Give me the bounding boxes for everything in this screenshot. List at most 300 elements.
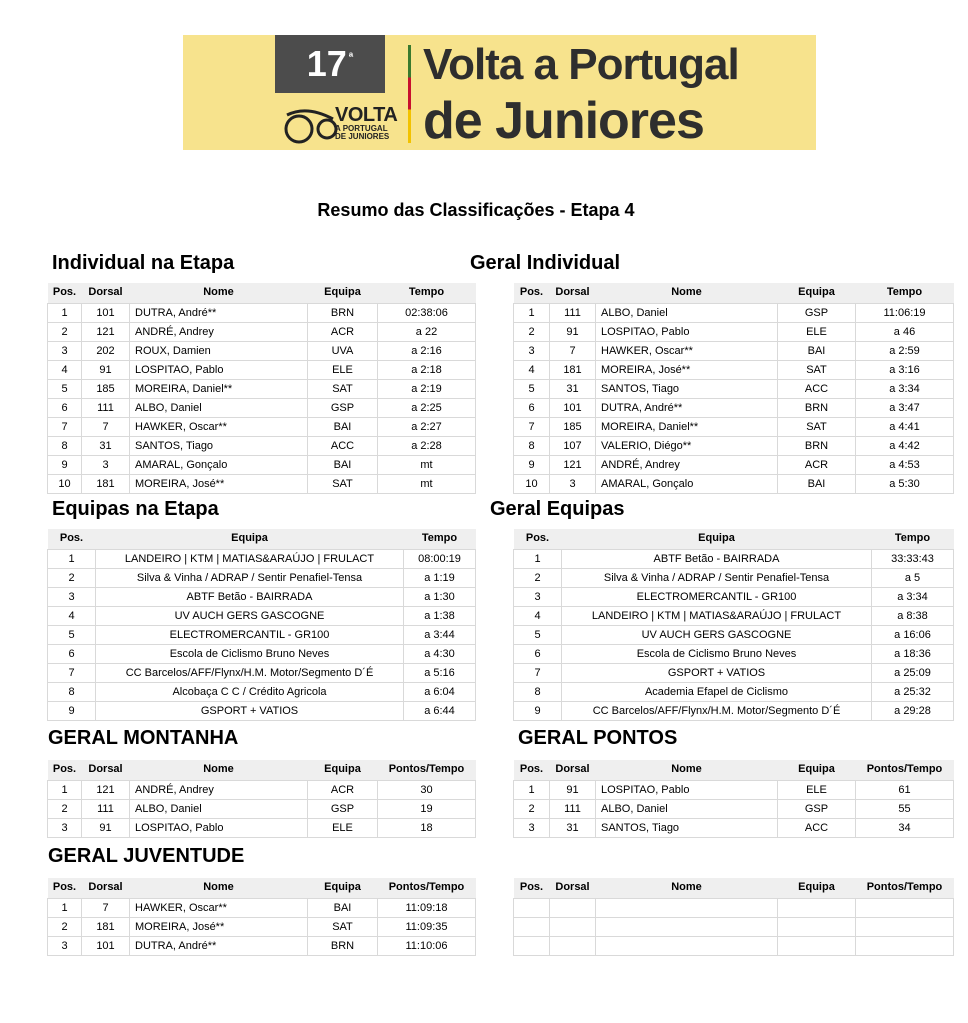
tempo-cell: a 5 [872, 569, 954, 588]
tempo-cell: a 1:30 [404, 588, 476, 607]
dorsal-cell: 91 [82, 361, 130, 380]
table-header-row [514, 283, 954, 300]
pos-cell: 10 [48, 475, 82, 494]
equipa-cell: BAI [308, 456, 378, 475]
nome-cell: SANTOS, Tiago [596, 380, 778, 399]
pos-cell: 3 [48, 342, 82, 361]
dorsal-cell: 181 [82, 918, 130, 937]
column-header-tempo: Tempo [378, 283, 476, 300]
nome-cell: ALBO, Daniel [596, 304, 778, 323]
pos-cell: 2 [514, 800, 550, 819]
tempo-cell: a 18:36 [872, 645, 954, 664]
equipa-cell: Academia Efapel de Ciclismo [562, 683, 872, 702]
dorsal-cell: 111 [550, 304, 596, 323]
pos-cell: 4 [514, 607, 562, 626]
dorsal-cell: 121 [82, 323, 130, 342]
column-header-equipa: Equipa [308, 878, 378, 895]
banner-divider [408, 45, 411, 143]
equipa-cell: ACC [308, 437, 378, 456]
equipa-cell: GSPORT + VATIOS [96, 702, 404, 721]
tempo-cell: a 5:16 [404, 664, 476, 683]
tempo-cell: 11:09:18 [378, 899, 476, 918]
logo-line-2: A PORTUGAL [335, 124, 388, 133]
logo-line-1: VOLTA [335, 104, 398, 126]
nome-cell: SANTOS, Tiago [130, 437, 308, 456]
pos-cell: 7 [48, 664, 96, 683]
pos-cell: 1 [514, 781, 550, 800]
tempo-cell: a 25:32 [872, 683, 954, 702]
heading-geral-montanha: GERAL MONTANHA [48, 727, 239, 749]
nome-cell: ALBO, Daniel [596, 800, 778, 819]
dorsal-cell: 101 [550, 399, 596, 418]
table-row [514, 380, 954, 399]
table-row [48, 456, 476, 475]
table-row [48, 918, 476, 937]
tempo-cell: a 2:25 [378, 399, 476, 418]
table-row [48, 626, 476, 645]
pos-cell: 5 [48, 626, 96, 645]
table-header-row [48, 529, 476, 546]
equipa-cell: SAT [308, 475, 378, 494]
table-row [48, 937, 476, 956]
pos-cell: 9 [514, 702, 562, 721]
pos-cell: 9 [514, 456, 550, 475]
table-row [514, 323, 954, 342]
equipa-cell: BAI [308, 418, 378, 437]
empty-cell [778, 937, 856, 956]
dorsal-cell: 3 [550, 475, 596, 494]
equipa-cell: BAI [778, 342, 856, 361]
pos-cell: 1 [48, 304, 82, 323]
table-row [48, 304, 476, 323]
column-header-pos: Pos. [48, 760, 82, 777]
equipa-cell: BRN [778, 399, 856, 418]
table-row [48, 683, 476, 702]
tempo-cell: a 46 [856, 323, 954, 342]
table-row [48, 380, 476, 399]
nome-cell: ALBO, Daniel [130, 800, 308, 819]
banner-title-line-2: de Juniores [423, 92, 704, 150]
pos-cell: 2 [48, 918, 82, 937]
pos-cell: 7 [48, 418, 82, 437]
tempo-cell: a 6:44 [404, 702, 476, 721]
table-row [48, 800, 476, 819]
empty-cell [856, 918, 954, 937]
table-row [514, 800, 954, 819]
tempo-cell: 11:10:06 [378, 937, 476, 956]
empty-table-row [514, 918, 954, 937]
pos-cell: 8 [514, 437, 550, 456]
pos-cell: 4 [514, 361, 550, 380]
column-header-nome: Nome [130, 760, 308, 777]
pos-cell: 7 [514, 664, 562, 683]
dorsal-cell: 107 [550, 437, 596, 456]
edition-badge [275, 35, 385, 93]
column-header-equipa: Equipa [778, 283, 856, 300]
equipa-cell: CC Barcelos/AFF/Flynx/H.M. Motor/Segmento D´É [562, 702, 872, 721]
column-header-dorsal: Dorsal [82, 760, 130, 777]
dorsal-cell: 185 [82, 380, 130, 399]
table-row [514, 399, 954, 418]
table-row [48, 781, 476, 800]
table-row [514, 645, 954, 664]
tempo-cell: a 16:06 [872, 626, 954, 645]
tempo-cell: 02:38:06 [378, 304, 476, 323]
dorsal-cell: 181 [82, 475, 130, 494]
column-header-pos: Pos. [514, 878, 550, 895]
nome-cell: SANTOS, Tiago [596, 819, 778, 838]
empty-cell [514, 899, 550, 918]
tempo-cell: a 1:38 [404, 607, 476, 626]
pos-cell: 4 [48, 607, 96, 626]
pos-cell: 6 [48, 645, 96, 664]
tempo-cell: 19 [378, 800, 476, 819]
column-header-equipa: Equipa [562, 529, 872, 546]
nome-cell: MOREIRA, José** [596, 361, 778, 380]
table-row [48, 342, 476, 361]
equipa-cell: SAT [308, 380, 378, 399]
empty-cell [596, 937, 778, 956]
event-banner [183, 35, 816, 150]
dorsal-cell: 7 [550, 342, 596, 361]
dorsal-cell: 181 [550, 361, 596, 380]
table-row [514, 702, 954, 721]
equipa-cell: LANDEIRO | KTM | MATIAS&ARAÚJO | FRULACT [562, 607, 872, 626]
pos-cell: 1 [514, 550, 562, 569]
pos-cell: 9 [48, 456, 82, 475]
heading-individual-etapa: Individual na Etapa [52, 252, 235, 274]
banner-title-line-1: Volta a Portugal [423, 40, 739, 89]
dorsal-cell: 7 [82, 899, 130, 918]
dorsal-cell: 101 [82, 304, 130, 323]
table-row [48, 550, 476, 569]
tempo-cell: a 2:27 [378, 418, 476, 437]
pos-cell: 2 [514, 569, 562, 588]
nome-cell: ALBO, Daniel [130, 399, 308, 418]
table-row [514, 304, 954, 323]
dorsal-cell: 111 [550, 800, 596, 819]
pos-cell: 7 [514, 418, 550, 437]
tempo-cell: a 3:34 [872, 588, 954, 607]
table-row [48, 664, 476, 683]
column-header-dorsal: Dorsal [82, 283, 130, 300]
tempo-cell: a 8:38 [872, 607, 954, 626]
tempo-cell: a 6:04 [404, 683, 476, 702]
dorsal-cell: 101 [82, 937, 130, 956]
table-row [514, 361, 954, 380]
nome-cell: HAWKER, Oscar** [596, 342, 778, 361]
nome-cell: ROUX, Damien [130, 342, 308, 361]
column-header-tempo: Pontos/Tempo [856, 878, 954, 895]
column-header-nome: Nome [596, 283, 778, 300]
pos-cell: 1 [48, 550, 96, 569]
table-geral-pontos [513, 760, 954, 838]
pos-cell: 5 [514, 626, 562, 645]
pos-cell: 3 [48, 937, 82, 956]
nome-cell: DUTRA, André** [130, 937, 308, 956]
pos-cell: 9 [48, 702, 96, 721]
table-row [514, 418, 954, 437]
table-row [514, 626, 954, 645]
empty-cell [514, 937, 550, 956]
pos-cell: 5 [48, 380, 82, 399]
tempo-cell: 30 [378, 781, 476, 800]
equipa-cell: LANDEIRO | KTM | MATIAS&ARAÚJO | FRULACT [96, 550, 404, 569]
column-header-dorsal: Dorsal [550, 760, 596, 777]
column-header-dorsal: Dorsal [82, 878, 130, 895]
table-row [514, 550, 954, 569]
table-row [514, 456, 954, 475]
tempo-cell: a 2:19 [378, 380, 476, 399]
nome-cell: DUTRA, André** [596, 399, 778, 418]
dorsal-cell: 31 [550, 819, 596, 838]
nome-cell: ANDRÉ, Andrey [130, 781, 308, 800]
equipa-cell: SAT [308, 918, 378, 937]
table-row [48, 418, 476, 437]
equipa-cell: GSP [778, 304, 856, 323]
table-row [48, 819, 476, 838]
pos-cell: 6 [48, 399, 82, 418]
empty-cell [778, 918, 856, 937]
table-header-row [48, 760, 476, 777]
table-row [514, 569, 954, 588]
pos-cell: 2 [48, 800, 82, 819]
empty-cell [550, 937, 596, 956]
nome-cell: AMARAL, Gonçalo [596, 475, 778, 494]
tempo-cell: a 29:28 [872, 702, 954, 721]
equipa-cell: Silva & Vinha / ADRAP / Sentir Penafiel-Tensa [562, 569, 872, 588]
equipa-cell: ACR [308, 781, 378, 800]
dorsal-cell: 202 [82, 342, 130, 361]
tempo-cell: mt [378, 475, 476, 494]
column-header-tempo: Pontos/Tempo [378, 760, 476, 777]
pos-cell: 1 [48, 781, 82, 800]
column-header-nome: Nome [596, 760, 778, 777]
empty-cell [550, 899, 596, 918]
tempo-cell: 11:06:19 [856, 304, 954, 323]
equipa-cell: ELECTROMERCANTIL - GR100 [562, 588, 872, 607]
empty-table-row [514, 937, 954, 956]
equipa-cell: GSP [308, 399, 378, 418]
dorsal-cell: 31 [550, 380, 596, 399]
equipa-cell: SAT [778, 361, 856, 380]
table-row [48, 899, 476, 918]
table-header-row [514, 878, 954, 895]
table-row [514, 588, 954, 607]
logo-line-3: DE JUNIORES [335, 132, 390, 141]
equipa-cell: ELECTROMERCANTIL - GR100 [96, 626, 404, 645]
equipa-cell: GSP [308, 800, 378, 819]
table-row [514, 607, 954, 626]
nome-cell: LOSPITAO, Pablo [130, 819, 308, 838]
equipa-cell: ABTF Betão - BAIRRADA [562, 550, 872, 569]
tempo-cell: a 25:09 [872, 664, 954, 683]
column-header-tempo: Tempo [872, 529, 954, 546]
column-header-tempo: Pontos/Tempo [856, 760, 954, 777]
table-geral-equipas [513, 529, 954, 721]
table-row [48, 645, 476, 664]
equipa-cell: SAT [778, 418, 856, 437]
column-header-tempo: Pontos/Tempo [378, 878, 476, 895]
tempo-cell: a 2:16 [378, 342, 476, 361]
equipa-cell: Silva & Vinha / ADRAP / Sentir Penafiel-Tensa [96, 569, 404, 588]
nome-cell: MOREIRA, José** [130, 475, 308, 494]
column-header-dorsal: Dorsal [550, 878, 596, 895]
pos-cell: 4 [48, 361, 82, 380]
pos-cell: 2 [48, 323, 82, 342]
equipa-cell: UVA [308, 342, 378, 361]
dorsal-cell: 111 [82, 800, 130, 819]
pos-cell: 1 [514, 304, 550, 323]
table-row [514, 683, 954, 702]
pos-cell: 3 [514, 819, 550, 838]
equipa-cell: ABTF Betão - BAIRRADA [96, 588, 404, 607]
tempo-cell: 34 [856, 819, 954, 838]
logo-wordmark [335, 105, 410, 141]
equipa-cell: UV AUCH GERS GASCOGNE [562, 626, 872, 645]
equipa-cell: UV AUCH GERS GASCOGNE [96, 607, 404, 626]
empty-cell [596, 918, 778, 937]
table-row [514, 342, 954, 361]
column-header-equipa: Equipa [778, 878, 856, 895]
tempo-cell: a 2:28 [378, 437, 476, 456]
heading-geral-juventude: GERAL JUVENTUDE [48, 845, 245, 867]
equipa-cell: ELE [308, 361, 378, 380]
dorsal-cell: 91 [550, 323, 596, 342]
column-header-nome: Nome [130, 283, 308, 300]
tempo-cell: a 4:30 [404, 645, 476, 664]
pos-cell: 6 [514, 399, 550, 418]
column-header-pos: Pos. [48, 283, 82, 300]
edition-suffix: ª [348, 50, 354, 64]
heading-geral-pontos: GERAL PONTOS [518, 727, 678, 749]
heading-geral-equipas: Geral Equipas [490, 498, 625, 520]
nome-cell: LOSPITAO, Pablo [596, 323, 778, 342]
table-header-row [514, 529, 954, 546]
pos-cell: 1 [48, 899, 82, 918]
column-header-pos: Pos. [514, 529, 562, 546]
pos-cell: 2 [48, 569, 96, 588]
tempo-cell: a 2:59 [856, 342, 954, 361]
pos-cell: 3 [48, 819, 82, 838]
tempo-cell: a 5:30 [856, 475, 954, 494]
table-row [48, 437, 476, 456]
equipa-cell: Escola de Ciclismo Bruno Neves [562, 645, 872, 664]
dorsal-cell: 111 [82, 399, 130, 418]
heading-equipas-etapa: Equipas na Etapa [52, 498, 219, 520]
pos-cell: 8 [48, 683, 96, 702]
table-geral-juventude [47, 878, 476, 956]
equipa-cell: BAI [778, 475, 856, 494]
empty-cell [514, 918, 550, 937]
nome-cell: LOSPITAO, Pablo [596, 781, 778, 800]
column-header-pos: Pos. [48, 529, 96, 546]
column-header-tempo: Tempo [856, 283, 954, 300]
dorsal-cell: 121 [82, 781, 130, 800]
equipa-cell: ELE [778, 781, 856, 800]
table-row [514, 819, 954, 838]
table-header-row [48, 283, 476, 300]
column-header-dorsal: Dorsal [550, 283, 596, 300]
table-row [48, 607, 476, 626]
column-header-pos: Pos. [514, 283, 550, 300]
nome-cell: DUTRA, André** [130, 304, 308, 323]
table-row [48, 588, 476, 607]
pos-cell: 5 [514, 380, 550, 399]
table-row [48, 399, 476, 418]
nome-cell: HAWKER, Oscar** [130, 899, 308, 918]
tempo-cell: a 3:34 [856, 380, 954, 399]
table-header-row [514, 760, 954, 777]
equipa-cell: ACR [308, 323, 378, 342]
equipa-cell: ACC [778, 819, 856, 838]
equipa-cell: GSPORT + VATIOS [562, 664, 872, 683]
column-header-equipa: Equipa [778, 760, 856, 777]
nome-cell: VALERIO, Diégo** [596, 437, 778, 456]
tempo-cell: a 4:42 [856, 437, 954, 456]
table-individual-etapa [47, 283, 476, 494]
dorsal-cell: 31 [82, 437, 130, 456]
dorsal-cell: 91 [550, 781, 596, 800]
equipa-cell: ELE [308, 819, 378, 838]
tempo-cell: a 2:18 [378, 361, 476, 380]
nome-cell: ANDRÉ, Andrey [130, 323, 308, 342]
column-header-nome: Nome [596, 878, 778, 895]
column-header-nome: Nome [130, 878, 308, 895]
column-header-equipa: Equipa [308, 760, 378, 777]
nome-cell: ANDRÉ, Andrey [596, 456, 778, 475]
column-header-pos: Pos. [514, 760, 550, 777]
table-row [48, 323, 476, 342]
pos-cell: 3 [514, 588, 562, 607]
empty-cell [778, 899, 856, 918]
nome-cell: MOREIRA, José** [130, 918, 308, 937]
tempo-cell: a 22 [378, 323, 476, 342]
table-row [514, 664, 954, 683]
tempo-cell: 18 [378, 819, 476, 838]
pos-cell: 8 [48, 437, 82, 456]
tempo-cell: a 3:44 [404, 626, 476, 645]
equipa-cell: Escola de Ciclismo Bruno Neves [96, 645, 404, 664]
equipa-cell: BRN [308, 304, 378, 323]
tempo-cell: 11:09:35 [378, 918, 476, 937]
column-header-tempo: Tempo [404, 529, 476, 546]
tempo-cell: a 4:41 [856, 418, 954, 437]
column-header-equipa: Equipa [96, 529, 404, 546]
tempo-cell: a 3:16 [856, 361, 954, 380]
equipa-cell: CC Barcelos/AFF/Flynx/H.M. Motor/Segmento D´É [96, 664, 404, 683]
table-geral-individual [513, 283, 954, 494]
empty-cell [596, 899, 778, 918]
equipa-cell: BRN [308, 937, 378, 956]
table-geral-montanha [47, 760, 476, 838]
table-row [514, 781, 954, 800]
table-empty [513, 878, 954, 956]
column-header-equipa: Equipa [308, 283, 378, 300]
nome-cell: MOREIRA, Daniel** [596, 418, 778, 437]
tempo-cell: 61 [856, 781, 954, 800]
nome-cell: AMARAL, Gonçalo [130, 456, 308, 475]
equipa-cell: ACC [778, 380, 856, 399]
column-header-pos: Pos. [48, 878, 82, 895]
nome-cell: MOREIRA, Daniel** [130, 380, 308, 399]
dorsal-cell: 3 [82, 456, 130, 475]
table-header-row [48, 878, 476, 895]
pos-cell: 2 [514, 323, 550, 342]
pos-cell: 8 [514, 683, 562, 702]
table-equipas-etapa [47, 529, 476, 721]
equipa-cell: BAI [308, 899, 378, 918]
